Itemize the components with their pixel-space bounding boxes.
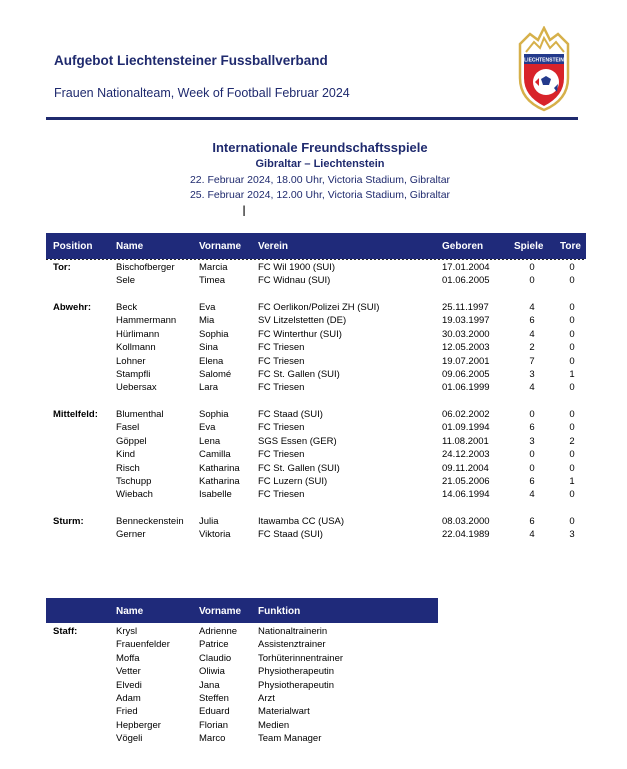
- player-spiele: 3: [529, 369, 535, 380]
- event-date-2: 25. Februar 2024, 12.00 Uhr, Victoria Stadium, Gibraltar: [189, 189, 451, 201]
- header-divider: [46, 117, 578, 120]
- player-tore: 0: [569, 342, 575, 354]
- staff-vorname: Jana: [199, 679, 220, 691]
- staff-funktion: Nationaltrainerin: [258, 626, 328, 637]
- player-tore: 0: [569, 315, 575, 327]
- player-verein: FC Winterthur (SUI): [258, 328, 342, 340]
- staff-vorname: Oliwia: [199, 666, 225, 678]
- player-name: Uebersax: [116, 382, 157, 394]
- player-name: Kollmann: [116, 342, 156, 354]
- player-vorname: Julia: [199, 516, 219, 527]
- player-geboren: 08.03.2000: [442, 516, 490, 527]
- players-table-header: [46, 233, 586, 259]
- table-row: [46, 639, 438, 652]
- player-geboren: 09.06.2005: [442, 369, 490, 380]
- player-verein: FC St. Gallen (SUI): [258, 369, 340, 380]
- player-verein: FC Triesen: [258, 449, 305, 461]
- player-tore: 0: [569, 275, 575, 287]
- player-vorname: Mia: [199, 315, 215, 327]
- player-tore: 0: [569, 302, 575, 313]
- staff-name: Adam: [116, 693, 141, 704]
- table-row: [46, 315, 586, 328]
- staff-vorname: Adrienne: [199, 626, 238, 637]
- player-vorname: Salomé: [199, 369, 232, 380]
- staff-vorname: Steffen: [199, 693, 229, 704]
- player-name: Stampfli: [116, 369, 151, 380]
- col-vorname: Vorname: [199, 241, 242, 252]
- table-row: [46, 733, 438, 746]
- player-spiele: 4: [529, 382, 535, 394]
- position-label: Tor:: [53, 262, 71, 273]
- staff-vorname: Florian: [199, 719, 229, 731]
- staff-funktion: Team Manager: [258, 733, 322, 745]
- player-geboren: 01.09.1994: [442, 422, 490, 434]
- staff-table-header: [46, 598, 438, 623]
- staff-funktion: Materialwart: [258, 706, 310, 718]
- player-spiele: 6: [529, 516, 535, 527]
- staff-vorname: Patrice: [199, 639, 229, 651]
- player-vorname: Katharina: [199, 476, 240, 487]
- player-name: Hürlimann: [116, 328, 160, 340]
- table-row: [46, 693, 438, 706]
- staff-name: Krysl: [116, 626, 138, 637]
- position-label: Staff:: [53, 626, 78, 637]
- staff-funktion: Arzt: [258, 693, 275, 704]
- position-label: Abwehr:: [53, 302, 91, 313]
- player-geboren: 14.06.1994: [442, 489, 490, 501]
- col-position: Position: [53, 241, 93, 252]
- table-row: [46, 382, 586, 395]
- player-geboren: 25.11.1997: [442, 302, 489, 313]
- table-row: [46, 262, 586, 275]
- staff-name: Fried: [116, 706, 138, 718]
- player-tore: 1: [569, 476, 575, 487]
- player-verein: SGS Essen (GER): [258, 435, 337, 447]
- staff-funktion: Assistenztrainer: [258, 639, 326, 651]
- col-spiele: Spiele: [514, 241, 544, 252]
- col-staff-vorname: Vorname: [199, 606, 242, 617]
- staff-funktion: Medien: [258, 719, 290, 731]
- player-tore: 0: [569, 328, 575, 340]
- col-verein: Verein: [258, 241, 289, 252]
- player-name: Tschupp: [116, 476, 152, 487]
- player-tore: 0: [569, 382, 575, 394]
- player-name: Sele: [116, 275, 136, 287]
- player-geboren: 12.05.2003: [442, 342, 490, 354]
- player-vorname: Viktoria: [199, 529, 231, 541]
- table-row: [46, 463, 586, 476]
- table-row: [46, 720, 438, 733]
- table-row: [46, 516, 586, 529]
- col-geboren: Geboren: [442, 241, 484, 252]
- player-name: Bischofberger: [116, 262, 175, 273]
- table-row: [46, 449, 586, 462]
- staff-funktion: Physiotherapeutin: [258, 679, 335, 691]
- col-tore: Tore: [560, 241, 581, 252]
- player-tore: 2: [569, 435, 575, 447]
- player-verein: FC Wil 1900 (SUI): [258, 262, 336, 273]
- player-verein: FC Widnau (SUI): [258, 275, 331, 287]
- staff-vorname: Marco: [199, 733, 226, 745]
- table-row: [46, 476, 586, 489]
- player-tore: 0: [569, 489, 575, 501]
- staff-vorname: Eduard: [199, 706, 230, 718]
- player-spiele: 3: [529, 435, 535, 447]
- staff-funktion: Physiotherapeutin: [258, 666, 335, 678]
- player-tore: 0: [569, 449, 575, 461]
- player-name: Blumenthal: [116, 409, 164, 420]
- staff-name: Elvedi: [116, 679, 142, 691]
- staff-name: Moffa: [116, 652, 140, 664]
- player-name: Lohner: [116, 355, 146, 367]
- player-vorname: Camilla: [199, 449, 231, 461]
- position-label: Sturm:: [53, 516, 84, 527]
- lfv-crest-logo-icon: [516, 26, 572, 112]
- player-spiele: 4: [529, 328, 535, 340]
- staff-name: Frauenfelder: [116, 639, 170, 651]
- player-tore: 0: [569, 409, 575, 420]
- player-vorname: Sophia: [199, 409, 229, 420]
- crest-banner-text: LIECHTENSTEIN: [524, 57, 564, 64]
- player-vorname: Elena: [199, 355, 224, 367]
- player-spiele: 7: [529, 355, 535, 367]
- table-row: [46, 275, 586, 288]
- table-row: [46, 489, 586, 502]
- player-vorname: Sophia: [199, 328, 229, 340]
- table-row: [46, 529, 586, 542]
- text-cursor-icon: I: [242, 204, 247, 220]
- player-verein: FC St. Gallen (SUI): [258, 462, 340, 474]
- player-vorname: Timea: [199, 275, 226, 287]
- player-spiele: 6: [529, 422, 535, 434]
- player-geboren: 01.06.1999: [442, 382, 490, 394]
- player-verein: FC Triesen: [258, 422, 305, 434]
- player-spiele: 0: [529, 449, 535, 461]
- staff-name: Hepberger: [116, 719, 161, 731]
- col-name: Name: [116, 241, 144, 252]
- player-vorname: Eva: [199, 302, 216, 313]
- player-spiele: 0: [529, 262, 535, 273]
- player-name: Benneckenstein: [116, 516, 184, 527]
- document-subtitle: Frauen Nationalteam, Week of Football Februar 2024: [54, 86, 350, 100]
- table-row: [46, 626, 438, 639]
- staff-vorname: Claudio: [199, 652, 232, 664]
- player-name: Fasel: [116, 422, 140, 434]
- col-staff-name: Name: [116, 606, 144, 617]
- player-vorname: Lena: [199, 435, 221, 447]
- player-tore: 1: [569, 369, 575, 380]
- player-vorname: Katharina: [199, 462, 240, 474]
- event-match: Gibraltar – Liechtenstein: [255, 158, 385, 170]
- player-spiele: 2: [529, 342, 535, 354]
- player-spiele: 6: [529, 476, 535, 487]
- player-tore: 0: [569, 462, 575, 474]
- player-verein: FC Triesen: [258, 489, 305, 501]
- player-spiele: 4: [529, 529, 535, 541]
- player-tore: 3: [569, 529, 575, 541]
- player-name: Kind: [116, 449, 136, 461]
- table-row: [46, 356, 586, 369]
- player-verein: FC Triesen: [258, 382, 305, 394]
- player-spiele: 0: [529, 275, 535, 287]
- player-verein: FC Staad (SUI): [258, 409, 323, 420]
- table-row: [46, 369, 586, 382]
- event-title: Internationale Freundschaftsspiele: [212, 140, 428, 155]
- player-tore: 0: [569, 262, 575, 273]
- player-geboren: 21.05.2006: [442, 476, 490, 487]
- player-vorname: Sina: [199, 342, 219, 354]
- player-vorname: Lara: [199, 382, 219, 394]
- player-tore: 0: [569, 355, 575, 367]
- player-geboren: 24.12.2003: [442, 449, 490, 461]
- table-row: [46, 422, 586, 435]
- table-row: [46, 706, 438, 719]
- document-title: Aufgebot Liechtensteiner Fussballverband: [54, 53, 328, 68]
- player-geboren: 22.04.1989: [442, 529, 490, 541]
- player-vorname: Eva: [199, 422, 216, 434]
- col-staff-funktion: Funktion: [258, 606, 301, 617]
- player-geboren: 11.08.2001: [442, 435, 489, 447]
- player-verein: FC Oerlikon/Polizei ZH (SUI): [258, 302, 380, 313]
- player-tore: 0: [569, 516, 575, 527]
- player-name: Beck: [116, 302, 138, 313]
- player-verein: FC Luzern (SUI): [258, 476, 328, 487]
- player-spiele: 0: [529, 462, 535, 474]
- player-spiele: 0: [529, 409, 535, 420]
- player-verein: SV Litzelstetten (DE): [258, 315, 347, 327]
- position-label: Mittelfeld:: [53, 409, 98, 420]
- table-row: [46, 302, 586, 315]
- player-spiele: 6: [529, 315, 535, 327]
- staff-funktion: Torhüterinnentrainer: [258, 652, 344, 664]
- player-name: Wiebach: [116, 489, 153, 501]
- player-geboren: 30.03.2000: [442, 328, 490, 340]
- table-row: [46, 666, 438, 679]
- player-vorname: Isabelle: [199, 489, 232, 501]
- table-row: [46, 653, 438, 666]
- player-geboren: 19.07.2001: [442, 355, 490, 367]
- table-row: [46, 409, 586, 422]
- table-row: [46, 342, 586, 355]
- player-spiele: 4: [529, 302, 535, 313]
- table-row: [46, 436, 586, 449]
- player-geboren: 09.11.2004: [442, 462, 489, 474]
- player-geboren: 19.03.1997: [442, 315, 490, 327]
- player-name: Göppel: [116, 435, 147, 447]
- player-verein: FC Triesen: [258, 342, 305, 354]
- player-geboren: 17.01.2004: [442, 262, 490, 273]
- player-name: Gerner: [116, 529, 146, 541]
- header-dotted-line: [46, 259, 586, 260]
- player-name: Hammermann: [116, 315, 177, 327]
- staff-name: Vögeli: [116, 733, 143, 745]
- player-verein: FC Staad (SUI): [258, 529, 323, 541]
- player-tore: 0: [569, 422, 575, 434]
- player-verein: FC Triesen: [258, 355, 305, 367]
- player-geboren: 06.02.2002: [442, 409, 490, 420]
- player-spiele: 4: [529, 489, 535, 501]
- table-row: [46, 680, 438, 693]
- player-verein: Itawamba CC (USA): [258, 516, 345, 527]
- event-date-1: 22. Februar 2024, 18.00 Uhr, Victoria Stadium, Gibraltar: [189, 174, 451, 186]
- player-geboren: 01.06.2005: [442, 275, 490, 287]
- staff-name: Vetter: [116, 666, 141, 678]
- player-name: Risch: [116, 462, 140, 474]
- player-vorname: Marcia: [199, 262, 228, 273]
- table-row: [46, 329, 586, 342]
